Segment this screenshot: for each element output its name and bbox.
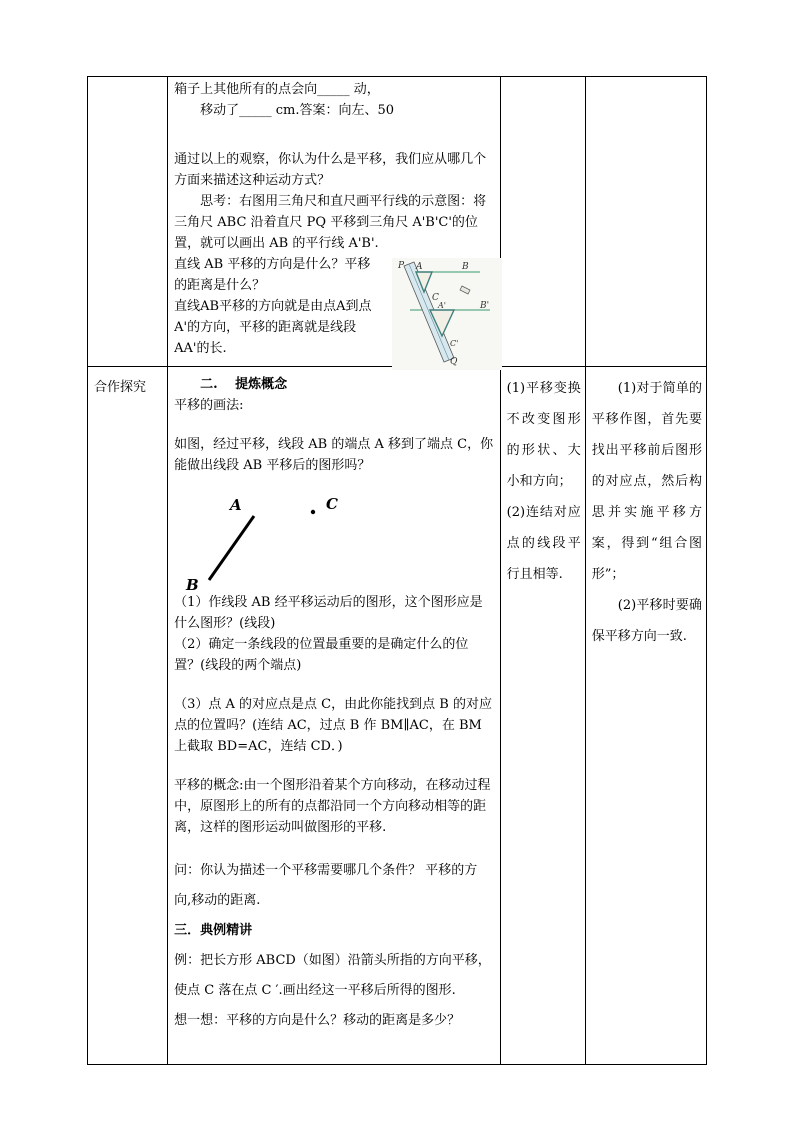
paragraph: 问：你认为描述一个平移需要哪几个条件？ 平移的方向,移动的距离. xyxy=(174,863,478,908)
point-label: B xyxy=(462,262,469,272)
segment-ab-figure xyxy=(174,494,374,592)
note-text: (2)连结对应点的线段平行且相等. xyxy=(506,505,581,582)
paragraph: 直线AB平移的方向就是由点A到点A'的方向，平移的距离就是线段 AA'的长. xyxy=(174,299,372,356)
point-label: P xyxy=(398,261,405,271)
paragraph: 通过以上的观察，你认为什么是平移，我们应从哪几个方面来描述这种运动方式？ xyxy=(174,152,487,188)
point-label: B xyxy=(186,576,199,592)
paragraph: 例：把长方形 ABCD（如图）沿箭头所指的方向平移，使点 C 落在点 C ′.画出经这一平移后所得的图形. xyxy=(174,953,491,998)
point-label: A' xyxy=(438,301,447,310)
label-cell-empty xyxy=(88,77,168,367)
lesson-plan-table xyxy=(87,76,707,1065)
paragraph: 如图，经过平移，线段 AB 的端点 A 移到了端点 C，你能做出线段 AB 平移后的图形吗？ xyxy=(174,437,494,473)
section-heading: 二. 提炼概念 xyxy=(200,377,288,392)
paragraph: 直线 AB 平移的方向是什么？平移的距离是什么？ xyxy=(174,257,371,293)
point-label: A xyxy=(416,262,423,272)
text-line: 箱子上其他所有的点会向_____ 动， xyxy=(174,82,380,97)
table-row xyxy=(88,77,707,367)
content-cell xyxy=(168,367,501,1065)
paragraph: 思考：右图用三角尺和直尺画平行线的示意图：将三角尺 ABC 沿着直尺 PQ 平移到三角尺 A'B'C'的位置，就可以画出 AB 的平行线 A'B'. xyxy=(174,194,487,251)
point-label: C' xyxy=(450,339,459,348)
paragraph: 平移的概念:由一个图形沿着某个方向移动，在移动过程中，原图形上的所有的点都沿同一个方向移动相等的距离，这样的图形运动叫做图形的平移. xyxy=(174,778,491,835)
notes-cell-empty xyxy=(500,77,585,367)
point-label: B' xyxy=(480,301,490,311)
notes-cell-empty xyxy=(585,77,706,367)
paragraph: （2）确定一条线段的位置最重要的是确定什么的位置？(线段的两个端点) xyxy=(174,637,469,673)
label-cell xyxy=(88,367,168,1065)
point-label: C xyxy=(326,495,339,513)
paragraph: 想一想：平移的方向是什么？移动的距离是多少？ xyxy=(174,1013,461,1028)
note-text: (1)对于简单的平移作图，首先要找出平移前后图形的对应点，然后构思并实施平移方案，得到“组合图形”； xyxy=(591,381,702,582)
section-heading: 三．典例精讲 xyxy=(174,923,253,938)
paragraph: （3）点 A 的对应点是点 C，由此你能找到点 B 的对应点的位置吗？(连结 AC，过点 B 作 BM∥AC，在 BM 上截取 BD=AC，连结 CD．) xyxy=(174,697,492,754)
paragraph: （1）作线段 AB 经平移运动后的图形，这个图形应是什么图形？(线段) xyxy=(174,595,483,631)
note-text: (2)平移时要确保平移方向一致. xyxy=(591,598,702,644)
content-cell xyxy=(168,77,501,367)
section-label: 合作探究 xyxy=(94,380,147,395)
paragraph: 平移的画法: xyxy=(174,398,244,413)
table-row xyxy=(88,367,707,1065)
note-text: (1)平移变换不改变图形的形状、大小和方向； xyxy=(506,381,581,489)
text-line: 移动了_____ cm.答案：向左、50 xyxy=(200,103,395,118)
notes-cell xyxy=(585,367,706,1065)
notes-cell xyxy=(500,367,585,1065)
point-label: Q xyxy=(450,357,458,367)
point-label: A xyxy=(230,496,242,514)
point-label: C xyxy=(432,293,440,303)
triangle-ruler-figure xyxy=(392,258,502,370)
